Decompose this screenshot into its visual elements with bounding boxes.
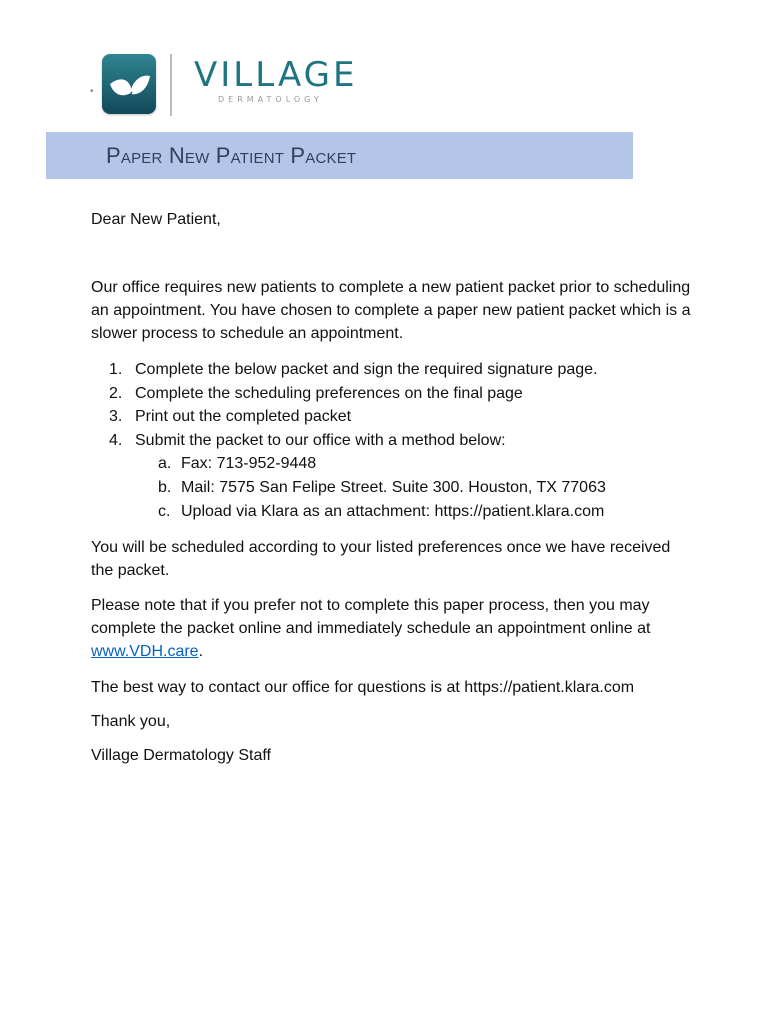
step-text: Submit the packet to our office with a method below:: [135, 431, 506, 449]
logo-divider: [170, 54, 172, 116]
vdh-care-link[interactable]: www.VDH.care: [91, 643, 199, 660]
title-band: [46, 132, 633, 179]
step-text: Complete the scheduling preferences on the final page: [135, 384, 523, 402]
closing-thanks: Thank you,: [91, 713, 171, 730]
signoff: Village Dermatology Staff: [91, 747, 271, 764]
logo-subtitle: DERMATOLOGY: [218, 95, 323, 104]
step-number: 4.: [109, 431, 123, 449]
method-letter: c.: [158, 503, 171, 520]
online-option-paragraph: [91, 594, 691, 663]
step-number: 1.: [109, 361, 123, 378]
step-item: [91, 358, 691, 382]
intro-paragraph: Our office requires new patients to complete a new patient packet prior to scheduling an appointment. You have chosen to complete a paper new patient packet which is a slower process to schedule an appointment.: [91, 279, 691, 342]
method-letter: b.: [158, 479, 172, 496]
method-text: Mail: 7575 San Felipe Street. Suite 300. Houston, TX 77063: [181, 479, 606, 496]
greeting: Dear New Patient,: [91, 211, 221, 228]
method-item: [91, 476, 691, 500]
method-letter: a.: [158, 455, 172, 472]
step-text: Complete the below packet and sign the required signature page.: [135, 361, 598, 378]
page-title: Paper New Patient Packet: [106, 143, 357, 168]
method-item: [91, 452, 691, 476]
step-text: Print out the completed packet: [135, 408, 352, 425]
logo-bullet: •: [90, 86, 94, 97]
step-number: 2.: [109, 384, 123, 402]
steps-list: [91, 358, 691, 524]
leaf-icon: [102, 54, 156, 114]
logo-wordmark: VILLAGE: [194, 55, 358, 95]
step-item: [91, 382, 691, 406]
online-option-period: .: [198, 643, 204, 660]
step-item: [91, 405, 691, 429]
scheduling-paragraph: You will be scheduled according to your listed preferences once we have received the packet.: [91, 539, 671, 579]
method-text: Fax: 713-952-9448: [181, 455, 317, 472]
online-option-text: Please note that if you prefer not to complete this paper process, then you may complete the packet online and immediately schedule an appointment online at: [91, 597, 651, 637]
method-item: [91, 500, 691, 524]
contact-paragraph: The best way to contact our office for questions is at https://patient.klara.com: [91, 679, 635, 696]
step-item: [91, 429, 691, 453]
method-text: Upload via Klara as an attachment: https://patient.klara.com: [181, 503, 605, 520]
step-number: 3.: [109, 408, 123, 425]
